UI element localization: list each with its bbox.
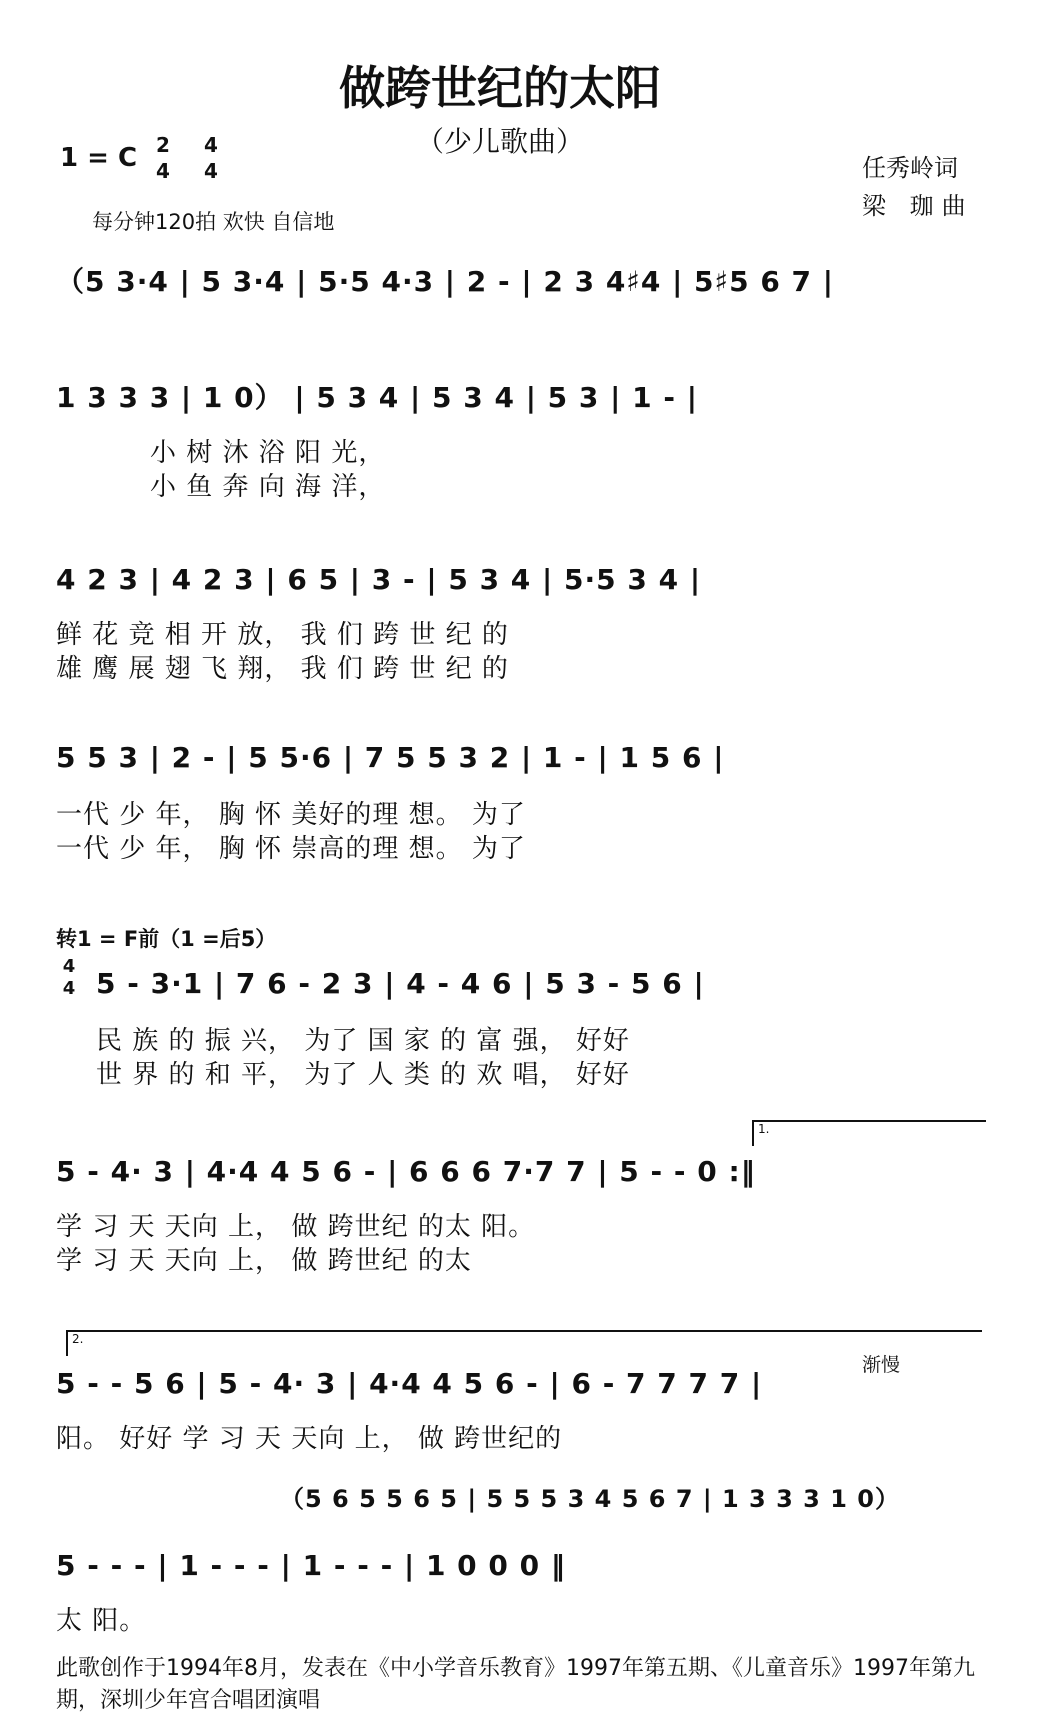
staff-line-3: [56, 552, 986, 608]
staff-line-4: [56, 730, 986, 786]
song-subtitle: （少儿歌曲）: [415, 125, 584, 158]
composer: 梁 珈曲: [862, 192, 974, 220]
lyric-verse-1: 鲜 花 竞 相 开 放， 我 们 跨 世 纪 的: [56, 620, 509, 650]
staff-line-1: [56, 254, 986, 310]
lyric-verse-1: 民 族 的 振 兴， 为了 国 家 的 富 强， 好好: [96, 1026, 630, 1056]
notation: 1 3 3 3 | 1 0） | 5 3 4 | 5 3 4 | 5 3 | 1 - |: [56, 381, 698, 414]
lyric-verse-2: 小 鱼 奔 向 海 洋，: [150, 472, 386, 502]
notation: 5 5 3 | 2 - | 5 5·6 | 7 5 5 3 2 | 1 - | 1 5 6 |: [56, 741, 725, 774]
lyric-verse-2: 学 习 天 天向 上， 做 跨世纪 的太: [56, 1246, 472, 1276]
volta-first-ending: 1.: [752, 1120, 986, 1146]
volta-second-ending: 2.: [66, 1330, 982, 1356]
lyric-verse-1: 阳。 好好 学 习 天 天向 上， 做 跨世纪的: [56, 1424, 563, 1454]
lyric-verse-1: 太 阳。: [56, 1606, 147, 1636]
song-title: 做跨世纪的太阳: [339, 61, 661, 115]
footnote: 此歌创作于1994年8月，发表在《中小学音乐教育》1997年第五期、《儿童音乐》1997年第九期，深圳少年宫合唱团演唱: [56, 1656, 975, 1713]
notation: 5 - - 5 6 | 5 - 4· 3 | 4·4 4 5 6 - | 6 - 7 7 7 7 |: [56, 1367, 763, 1400]
lyric-verse-2: 一代 少 年， 胸 怀 崇高的理 想。 为了: [56, 834, 526, 864]
notation: （5 6 5 5 6 5 | 5 5 5 3 4 5 6 7 | 1 3 3 3 1 0）: [280, 1485, 900, 1513]
key-signature: 1 = C: [60, 143, 138, 173]
staff-line-2: [56, 370, 986, 426]
meter-44: 4 4: [204, 133, 218, 183]
staff-line-5: [96, 956, 986, 1012]
staff-line-8-accompaniment: [280, 1476, 980, 1522]
staff-line-6: [56, 1144, 986, 1200]
lyricist: 任秀岭词: [862, 154, 958, 182]
time-signature-44: 4 4: [62, 956, 76, 999]
notation: （5 3·4 | 5 3·4 | 5·5 4·3 | 2 - | 2 3 4♯4 | 5♯5 6 7 |: [56, 265, 835, 298]
staff-line-9: [56, 1538, 986, 1594]
notation: 4 2 3 | 4 2 3 | 6 5 | 3 - | 5 3 4 | 5·5 3 4 |: [56, 563, 702, 596]
notation: 5 - 3·1 | 7 6 - 2 3 | 4 - 4 6 | 5 3 - 5 6 |: [96, 967, 705, 1000]
tempo-marking: 每分钟120拍 欢快 自信地: [92, 210, 335, 234]
lyric-verse-2: 雄 鹰 展 翅 飞 翔， 我 们 跨 世 纪 的: [56, 654, 509, 684]
notation: 5 - - - | 1 - - - | 1 - - - | 1 0 0 0 ‖: [56, 1549, 566, 1582]
meter-24: 2 4: [156, 133, 170, 183]
lyric-verse-2: 世 界 的 和 平， 为了 人 类 的 欢 唱， 好好: [96, 1060, 630, 1090]
notation: 5 - 4· 3 | 4·4 4 5 6 - | 6 6 6 7·7 7 | 5 - - 0 :‖: [56, 1155, 756, 1188]
lyric-verse-1: 一代 少 年， 胸 怀 美好的理 想。 为了: [56, 800, 526, 830]
ritardando-marking: 渐慢: [862, 1354, 901, 1376]
modulation-marking: 转1 = F前（1 =后5）: [56, 927, 277, 951]
lyric-verse-1: 学 习 天 天向 上， 做 跨世纪 的太 阳。: [56, 1212, 536, 1242]
lyric-verse-1: 小 树 沐 浴 阳 光，: [150, 438, 386, 468]
staff-line-7: [56, 1356, 986, 1412]
